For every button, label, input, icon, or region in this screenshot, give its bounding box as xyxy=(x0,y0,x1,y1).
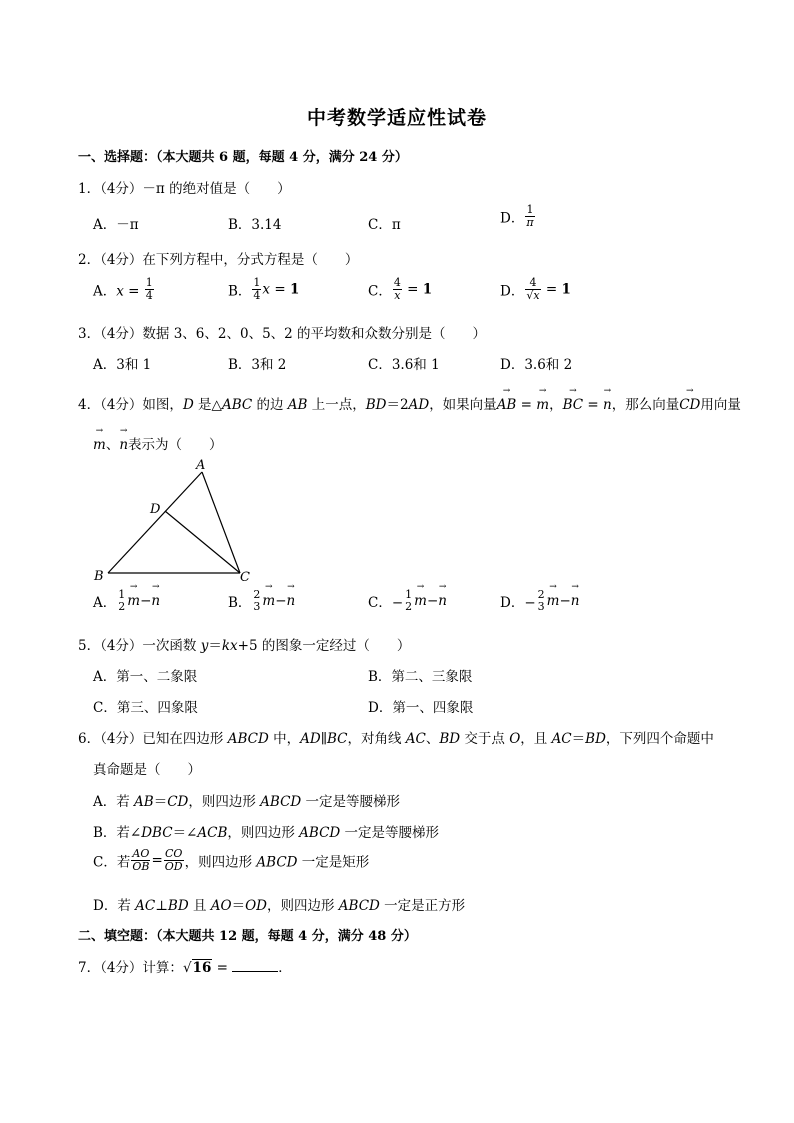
question-2-stem: 2．（4分）在下列方程中，分式方程是（ ） xyxy=(78,252,359,268)
q5-option-c: C．第三、四象限 xyxy=(93,700,198,716)
q2-option-d: D． $\frac{4}{√x}$ = 1 xyxy=(500,276,571,302)
q6-option-c: C．若 $\frac{AO}{OB}$ = $\frac{CO}{OD}$ ，则四边形 ABCD 一定是矩形 xyxy=(93,847,370,873)
q3-option-b: B．3和 2 xyxy=(228,357,287,373)
q3-option-a: A．3和 1 xyxy=(93,357,152,373)
q1-option-a: A．－π xyxy=(93,217,139,233)
q4-option-d: D．− 2 3 → m−→ n xyxy=(500,589,579,613)
q6-option-a: A．若 AB＝CD，则四边形 ABCD 一定是等腰梯形 xyxy=(93,794,401,810)
question-6-stem: 6．（4分）已知在四边形 ABCD 中，AD∥BC，对角线 AC、BD 交于点 O，且 AC＝BD，下列四个命题中 xyxy=(78,731,714,747)
page-title: 中考数学适应性试卷 xyxy=(306,107,487,129)
vertex-label-b: B xyxy=(94,569,104,584)
q5-option-a: A．第一、二象限 xyxy=(93,669,198,685)
q6-option-b: B．若∠DBC＝∠ACB，则四边形 ABCD 一定是等腰梯形 xyxy=(93,825,440,841)
q3-option-c: C．3.6和 1 xyxy=(368,357,440,373)
q2-option-a: A．x = $\frac{1}{4}$ xyxy=(93,276,153,302)
vertex-label-a: A xyxy=(196,458,206,473)
question-1-stem: 1．（4分）－π 的绝对值是（ ） xyxy=(78,181,291,197)
vertex-label-d: D xyxy=(150,502,161,517)
q4-option-c: C．− 1 2 → m−→ n xyxy=(368,589,447,613)
q5-option-b: B．第二、三象限 xyxy=(368,669,473,685)
section-heading-choice: 一、选择题：（本大题共 6 题，每题 4 分，满分 24 分） xyxy=(78,150,408,165)
section-heading-fill: 二、填空题：（本大题共 12 题，每题 4 分，满分 48 分） xyxy=(78,929,417,944)
q6-option-d: D．若 AC⊥BD 且 AO＝OD，则四边形 ABCD 一定是正方形 xyxy=(93,898,466,914)
question-4-stem: 4．（4分）如图，D 是△ABC 的边 AB 上一点，BD＝2AD，如果向量→ AB = → m，→ BC = → n，那么向量→ CD用向量 xyxy=(78,393,741,413)
q1-option-d: D． $\frac{1}{\pi}$ xyxy=(500,203,534,229)
answer-blank[interactable] xyxy=(232,959,278,972)
question-5-stem: 5．（4分）一次函数 y＝kx+5 的图象一定经过（ ） xyxy=(78,638,411,654)
question-7-stem: 7．（4分）计算：√16 = ． xyxy=(78,960,292,976)
question-4-stem-line2: → m、→ n表示为（ ） xyxy=(93,433,223,453)
q1-option-c: C．π xyxy=(368,217,401,233)
q2-option-b: B． $\frac{1}{4}$ x = 1 xyxy=(228,276,300,302)
q2-option-c: C． $\frac{4}{x}$ = 1 xyxy=(368,276,433,302)
q4-option-b: B． 2 3 → m−→ n xyxy=(228,589,295,613)
vertex-label-c: C xyxy=(240,570,250,585)
q5-option-d: D．第一、四象限 xyxy=(368,700,474,716)
question-6-stem-line2: 真命题是（ ） xyxy=(93,762,201,778)
triangle-figure xyxy=(90,455,260,585)
question-3-stem: 3．（4分）数据 3、6、2、0、5、2 的平均数和众数分别是（ ） xyxy=(78,326,487,342)
q1-option-b: B．3.14 xyxy=(228,217,282,233)
q4-option-a: A． 1 2 → m−→ n xyxy=(93,589,160,613)
q3-option-d: D．3.6和 2 xyxy=(500,357,573,373)
